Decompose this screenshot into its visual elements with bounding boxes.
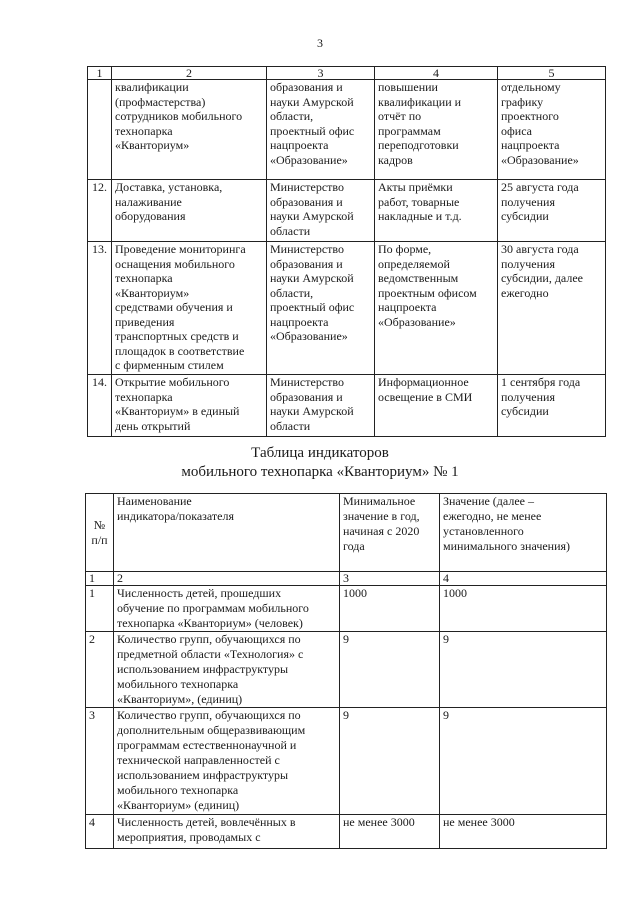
value-cell: 9	[440, 632, 607, 708]
page-number: 3	[317, 36, 323, 50]
responsible-cell: образования и науки Амурской области, проектный офис нацпроекта «Образование»	[267, 80, 375, 180]
responsible-cell: Министерство образования и науки Амурской области	[267, 180, 375, 242]
deadline-cell: отдельному графику проектного офиса нацпроекта «Образование»	[498, 80, 606, 180]
activities-table	[87, 66, 606, 437]
row-number: 1	[86, 586, 114, 632]
header-cell: 1	[88, 67, 112, 80]
indicator-name-cell: Численность детей, вовлечённых в мероприятия, проводамых с	[114, 815, 340, 849]
row-number: 12.	[88, 180, 112, 242]
indicator-name-cell: Численность детей, прошедших обучение по программам мобильного технопарка «Кванториум» (человек)	[114, 586, 340, 632]
deadline-cell: 25 августа года получения субсидии	[498, 180, 606, 242]
header-cell: 3	[267, 67, 375, 80]
table-row	[86, 586, 607, 632]
header-min-value: Минимальное значение в год, начиная с 2020 года	[340, 494, 440, 572]
table-numbering-row	[86, 572, 607, 586]
indicators-table	[85, 493, 607, 849]
table-caption-line1: Таблица индикаторов	[251, 445, 389, 461]
header-cell: 4	[375, 67, 498, 80]
table-header-row	[88, 67, 606, 80]
numbering-cell: 4	[440, 572, 607, 586]
action-cell: Доставка, установка, налаживание оборудования	[112, 180, 267, 242]
header-number: № п/п	[86, 494, 114, 572]
document-cell: Акты приёмки работ, товарные накладные и т.д.	[375, 180, 498, 242]
deadline-cell: 30 августа года получения субсидии, далее ежегодно	[498, 242, 606, 375]
min-value-cell: 9	[340, 708, 440, 815]
deadline-cell: 1 сентября года получения субсидии	[498, 375, 606, 437]
row-number	[88, 80, 112, 180]
indicator-name-cell: Количество групп, обучающихся по предметной области «Технология» с использованием инфраструктуры мобильного технопарка «Кванториум», (единиц)	[114, 632, 340, 708]
document-cell: повышении квалификации и отчёт по программам переподготовки кадров	[375, 80, 498, 180]
header-cell: 2	[112, 67, 267, 80]
value-cell: не менее 3000	[440, 815, 607, 849]
table-row	[88, 242, 606, 375]
table-row	[88, 80, 606, 180]
document-cell: По форме, определяемой ведомственным проектным офисом нацпроекта «Образование»	[375, 242, 498, 375]
numbering-cell: 1	[86, 572, 114, 586]
header-value: Значение (далее – ежегодно, не менее установленного минимального значения)	[440, 494, 607, 572]
table-row	[86, 815, 607, 849]
table-row	[86, 708, 607, 815]
action-cell: квалификации (профмастерства) сотрудников мобильного технопарка «Кванториум»	[112, 80, 267, 180]
row-number: 4	[86, 815, 114, 849]
responsible-cell: Министерство образования и науки Амурской области, проектный офис нацпроекта «Образование»	[267, 242, 375, 375]
action-cell: Открытие мобильного технопарка «Кванториум» в единый день открытий	[112, 375, 267, 437]
value-cell: 1000	[440, 586, 607, 632]
min-value-cell: не менее 3000	[340, 815, 440, 849]
table-header-row	[86, 494, 607, 572]
numbering-cell: 2	[114, 572, 340, 586]
header-indicator-name: Наименование индикатора/показателя	[114, 494, 340, 572]
action-cell: Проведение мониторинга оснащения мобильного технопарка «Кванториум» средствами обучения и приведения транспортных средств и площадок в соответствие с фирменным стилем	[112, 242, 267, 375]
table-row	[88, 180, 606, 242]
indicator-name-cell: Количество групп, обучающихся по дополнительным общеразвивающим программам естественнонаучной и технической направленностей с использованием инфраструктуры мобильного технопарка «Кванториум» (единиц)	[114, 708, 340, 815]
numbering-cell: 3	[340, 572, 440, 586]
row-number: 2	[86, 632, 114, 708]
table-caption-line2: мобильного технопарка «Кванториум» № 1	[181, 464, 459, 480]
row-number: 13.	[88, 242, 112, 375]
min-value-cell: 9	[340, 632, 440, 708]
row-number: 3	[86, 708, 114, 815]
row-number: 14.	[88, 375, 112, 437]
table-row	[86, 632, 607, 708]
responsible-cell: Министерство образования и науки Амурской области	[267, 375, 375, 437]
header-cell: 5	[498, 67, 606, 80]
value-cell: 9	[440, 708, 607, 815]
table-row	[88, 375, 606, 437]
document-cell: Информационное освещение в СМИ	[375, 375, 498, 437]
min-value-cell: 1000	[340, 586, 440, 632]
